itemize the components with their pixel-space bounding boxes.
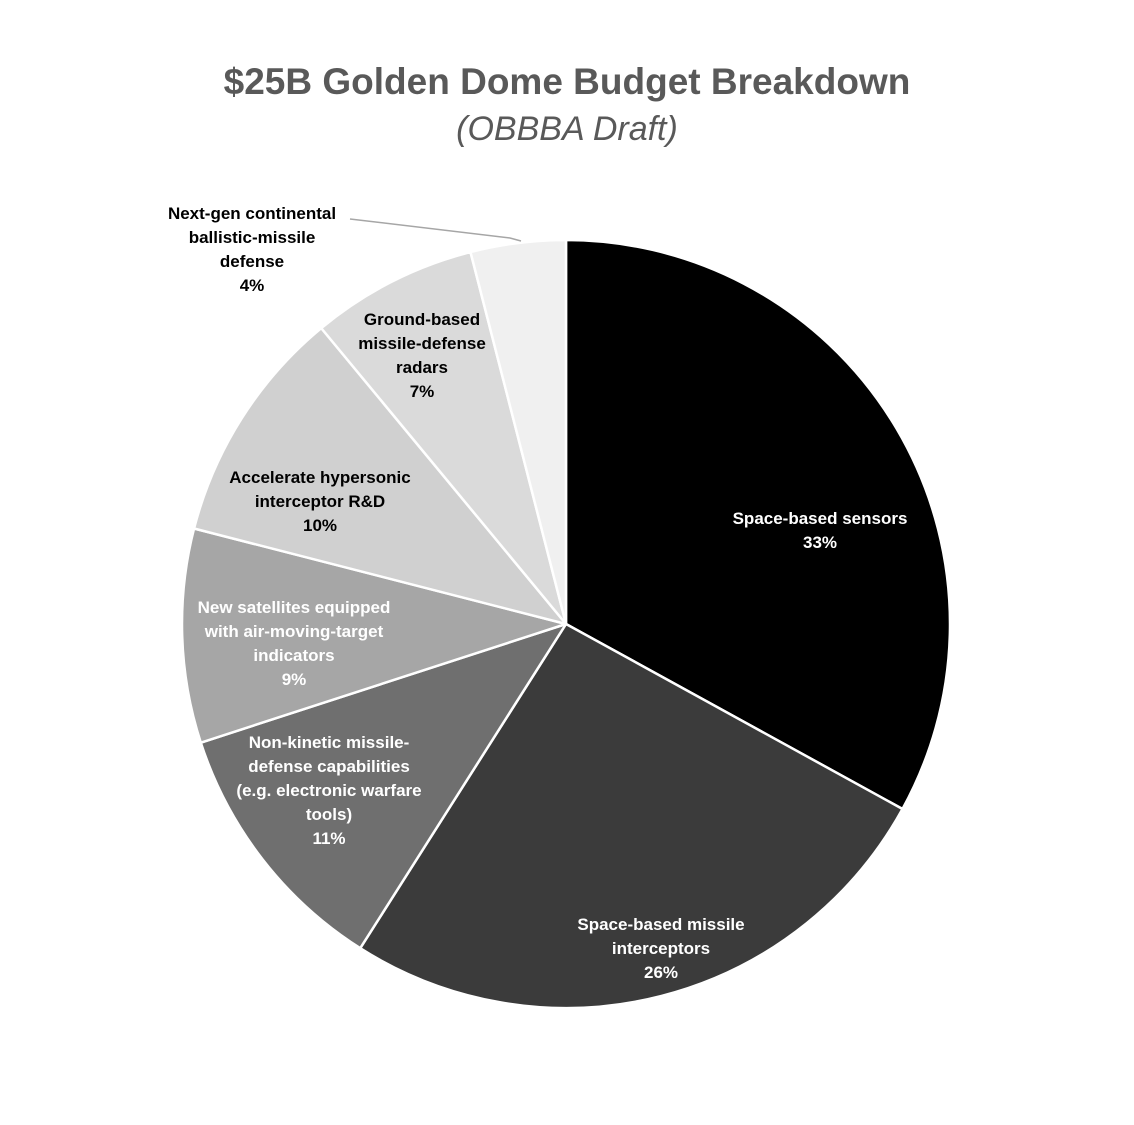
chart-title: $25B Golden Dome Budget Breakdown (223, 61, 911, 102)
slice-label-line: interceptors (611, 939, 711, 958)
slice-percent: 11% (312, 829, 346, 848)
slice-label-line: New satellites equipped (197, 598, 391, 617)
leader-lines (350, 219, 521, 241)
slice-label-line: Accelerate hypersonic (229, 468, 411, 487)
slice-label-line: Space-based missile (577, 915, 745, 934)
slice-label-line: radars (396, 358, 448, 377)
slice-percent: 10% (302, 516, 338, 535)
leader-line (350, 219, 521, 241)
slice-percent: 26% (643, 963, 679, 982)
slice-percent: 33% (802, 533, 838, 552)
slice-label-line: Next-gen continental (167, 204, 337, 223)
slice-percent: 7% (409, 382, 435, 401)
slice-label-line: missile-defense (358, 334, 486, 353)
slice-percent: 9% (281, 670, 307, 689)
slice-label-line: interceptor R&D (254, 492, 386, 511)
slice-label-line: Non-kinetic missile- (248, 733, 410, 752)
slice-label-line: (e.g. electronic warfare (236, 781, 422, 800)
slice-label-line: defense capabilities (248, 757, 410, 776)
slice-label-line: indicators (253, 646, 335, 665)
slice-label-line: Ground-based (363, 310, 481, 329)
slice-label-line: Space-based sensors (732, 509, 908, 528)
slice-percent: 4% (239, 276, 265, 295)
slice-label-line: defense (219, 252, 285, 271)
chart-subtitle: (OBBBA Draft) (456, 110, 678, 148)
slice-label-line: ballistic-missile (188, 228, 316, 247)
slice-label-7 (168, 204, 336, 295)
slice-label-line: tools) (305, 805, 353, 824)
slice-label-line: with air-moving-target (204, 622, 384, 641)
